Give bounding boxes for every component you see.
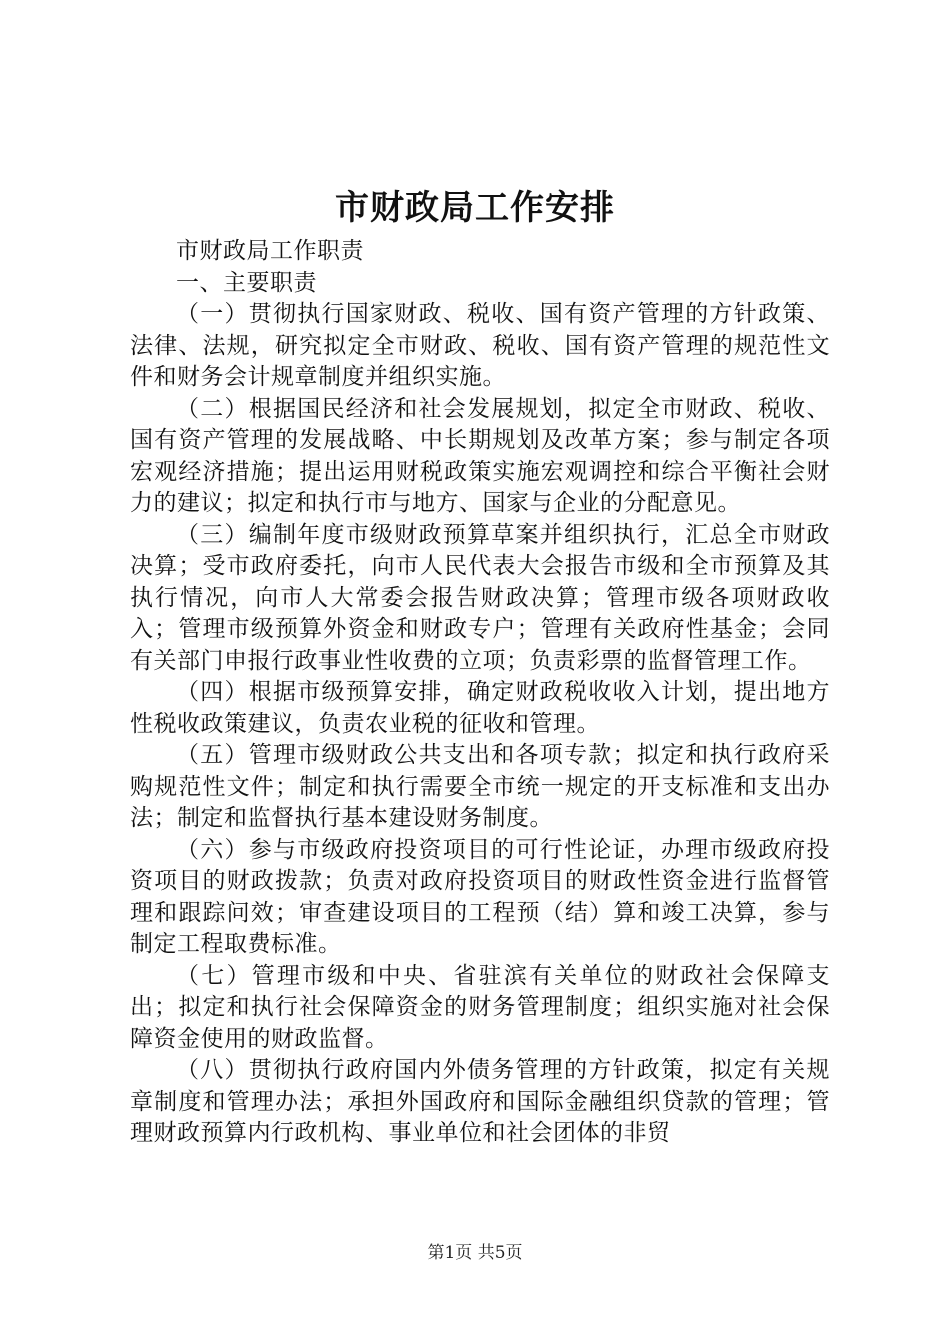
paragraph-section-main-duties: 一、主要职责 — [176, 269, 317, 296]
document-title: 市财政局工作安排 — [335, 188, 615, 228]
paragraph-item-1: （一）贯彻执行国家财政、税收、国有资产管理的方针政策、法律、法规，研究拟定全市财政、税收、国有资产管理的规范性文件和财务会计规章制度并组织实施。 — [130, 301, 830, 390]
page-number-footer: 第1页 共5页 — [427, 1243, 523, 1263]
paragraph-item-6: （六）参与市级政府投资项目的可行性论证，办理市级政府投资项目的财政拨款；负责对政府投资项目的财政性资金进行监督管理和跟踪问效；审查建设项目的工程预（结）算和竣工决算，参与制定工程取费标准。 — [130, 836, 830, 957]
paragraph-item-2: （二）根据国民经济和社会发展规划，拟定全市财政、税收、国有资产管理的发展战略、中长期规划及改革方案；参与制定各项宏观经济措施；提出运用财税政策实施宏观调控和综合平衡社会财力的建议；拟定和执行市与地方、国家与企业的分配意见。 — [130, 395, 830, 516]
paragraph-heading-duties: 市财政局工作职责 — [176, 238, 364, 264]
paragraph-item-7: （七）管理市级和中央、省驻滨有关单位的财政社会保障支出；拟定和执行社会保障资金的财务管理制度；组织实施对社会保障资金使用的财政监督。 — [130, 962, 830, 1052]
paragraph-item-5: （五）管理市级财政公共支出和各项专款；拟定和执行政府采购规范性文件；制定和执行需要全市统一规定的开支标准和支出办法；制定和监督执行基本建设财务制度。 — [130, 742, 830, 831]
paragraph-item-8: （八）贯彻执行政府国内外债务管理的方针政策，拟定有关规章制度和管理办法；承担外国政府和国际金融组织贷款的管理；管理财政预算内行政机构、事业单位和社会团体的非贸 — [130, 1057, 830, 1146]
paragraph-item-4: （四）根据市级预算安排，确定财政税收收入计划，提出地方性税收政策建议，负责农业税的征收和管理。 — [130, 679, 830, 737]
document-body — [130, 236, 830, 1150]
paragraph-item-3: （三）编制年度市级财政预算草案并组织执行，汇总全市财政决算；受市政府委托，向市人民代表大会报告市级和全市预算及其执行情况，向市人大常委会报告财政决算；管理市级各项财政收入；管理市级预算外资金和财政专户；管理有关政府性基金；会同有关部门申报行政事业性收费的立项；负责彩票的监督管理工作。 — [130, 521, 830, 674]
